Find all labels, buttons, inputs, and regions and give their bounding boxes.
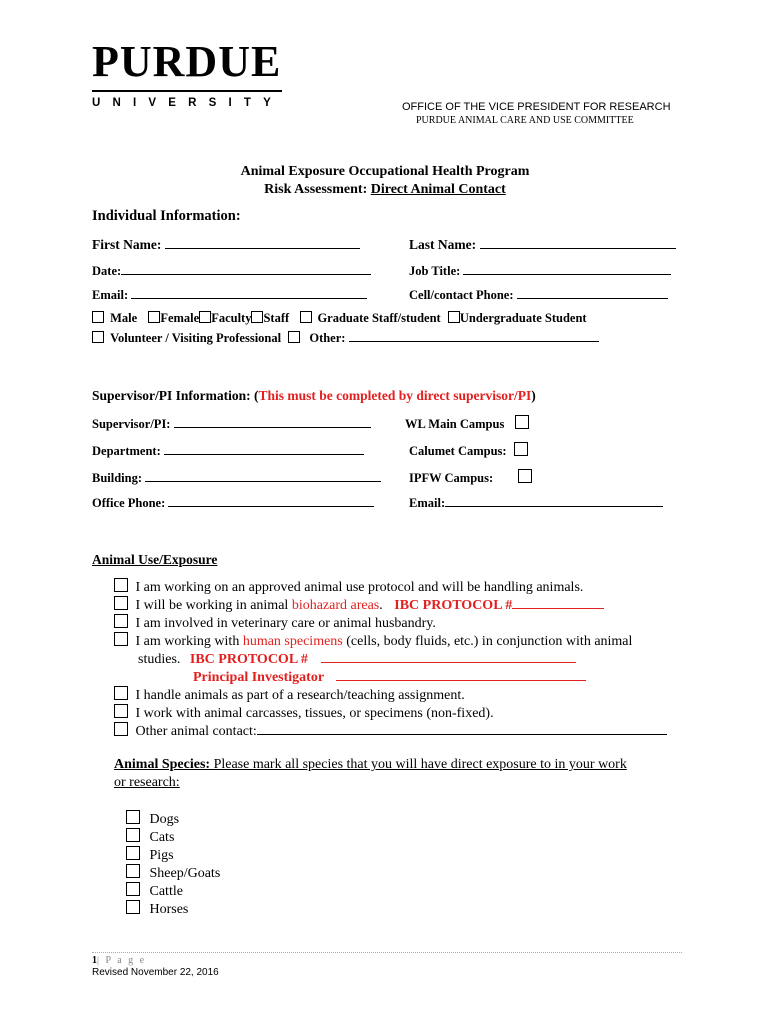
revised-date: Revised November 22, 2016 — [92, 967, 219, 978]
supervisor-pi-field[interactable] — [174, 415, 371, 428]
date-row — [92, 262, 371, 279]
office-line-1: OFFICE OF THE VICE PRESIDENT FOR RESEARCH — [402, 101, 671, 113]
wl-main-row — [405, 415, 529, 432]
supervisor-pi-label: Supervisor/PI: — [92, 417, 171, 431]
species-instruction-1 — [114, 757, 627, 773]
staff-label: Staff — [263, 311, 290, 325]
protocol-text: I am working on an approved animal use protocol and will be handling animals. — [135, 580, 584, 595]
species-item-horses — [126, 900, 188, 918]
individual-heading: Individual Information: — [92, 208, 241, 224]
department-label: Department: — [92, 444, 161, 458]
role-row — [92, 311, 587, 326]
vet-text: I am involved in veterinary care or animal husbandry. — [135, 616, 436, 631]
subtitle-emphasis: Direct Animal Contact — [370, 182, 506, 197]
ipfw-checkbox[interactable] — [518, 469, 532, 483]
cattle-checkbox[interactable] — [126, 882, 140, 896]
human-checkbox[interactable] — [114, 632, 128, 646]
department-field[interactable] — [164, 442, 364, 455]
job-title-row — [409, 262, 671, 279]
volunteer-checkbox[interactable] — [92, 331, 104, 343]
use-item-studies — [138, 650, 576, 668]
volunteer-label: Volunteer / Visiting Professional — [110, 331, 282, 345]
species-instruction-2: or research: — [114, 775, 180, 790]
sheep-goats-label: Sheep/Goats — [149, 866, 221, 881]
human-prefix: I am working with — [135, 634, 243, 649]
last-name-row — [409, 236, 676, 253]
office-phone-field[interactable] — [168, 494, 374, 507]
other-contact-field[interactable] — [257, 722, 667, 735]
species-item-cats — [126, 828, 174, 846]
other-contact-label: Other animal contact: — [135, 724, 257, 739]
first-name-row — [92, 236, 360, 253]
horses-checkbox[interactable] — [126, 900, 140, 914]
biohazard-checkbox[interactable] — [114, 596, 128, 610]
logo-university: UNIVERSITY — [92, 97, 284, 109]
species-item-dogs — [126, 810, 179, 828]
animal-use-heading: Animal Use/Exposure — [92, 552, 218, 567]
use-item-human — [114, 632, 632, 650]
biohazard-text — [136, 598, 383, 613]
ipfw-label: IPFW Campus: — [409, 471, 494, 485]
male-label: Male — [110, 311, 138, 325]
supervisor-pi-row — [92, 415, 371, 432]
date-field[interactable] — [121, 262, 371, 275]
protocol-checkbox[interactable] — [114, 578, 128, 592]
other-field[interactable] — [349, 329, 599, 342]
page-word: | P a g e — [97, 955, 147, 966]
ibc-protocol-label-2: IBC PROTOCOL # — [189, 652, 308, 667]
supervisor-email-field[interactable] — [445, 494, 663, 507]
staff-checkbox[interactable] — [251, 311, 263, 323]
pigs-checkbox[interactable] — [126, 846, 140, 860]
last-name-label: Last Name: — [409, 237, 477, 252]
biohazard-suffix: . — [379, 598, 383, 613]
species-item-cattle — [126, 882, 183, 900]
grad-staff-label: Graduate Staff/student — [317, 311, 441, 325]
species-instruction-text: Please mark all species that you will have direct exposure to in your work — [210, 757, 627, 772]
cattle-label: Cattle — [149, 884, 183, 899]
office-line-2: PURDUE ANIMAL CARE AND USE COMMITTEE — [416, 115, 634, 126]
sheep-goats-checkbox[interactable] — [126, 864, 140, 878]
female-checkbox[interactable] — [148, 311, 160, 323]
building-row — [92, 469, 381, 486]
cell-phone-field[interactable] — [517, 286, 668, 299]
species-heading: Animal Species: — [114, 757, 211, 772]
logo-divider — [92, 90, 282, 92]
horses-label: Horses — [149, 902, 189, 917]
research-text: I handle animals as part of a research/teaching assignment. — [135, 688, 465, 703]
ipfw-row — [409, 469, 532, 486]
email-label: Email: — [92, 288, 129, 302]
page-number-value: 1 — [92, 955, 97, 966]
use-item-vet — [114, 614, 436, 632]
dogs-label: Dogs — [149, 812, 180, 827]
job-title-field[interactable] — [463, 262, 671, 275]
use-item-pi — [193, 668, 586, 686]
use-item-research — [114, 686, 465, 704]
use-item-biohazard — [114, 596, 604, 614]
dogs-checkbox[interactable] — [126, 810, 140, 824]
form-title: Animal Exposure Occupational Health Program — [240, 164, 530, 179]
subtitle-prefix: Risk Assessment: — [264, 182, 368, 197]
supervisor-heading-note: This must be completed by direct supervisor/PI — [258, 388, 532, 403]
female-label: Female — [160, 311, 200, 325]
supervisor-email-row — [409, 494, 663, 511]
pi-label: Principal Investigator — [193, 670, 325, 685]
calumet-row — [409, 442, 528, 459]
page-number — [92, 955, 146, 966]
office-phone-label: Office Phone: — [92, 496, 166, 510]
vet-checkbox[interactable] — [114, 614, 128, 628]
human-text — [136, 634, 633, 649]
undergrad-checkbox[interactable] — [448, 311, 460, 323]
purdue-logo-wordmark — [92, 37, 282, 86]
human-emphasis: human specimens — [242, 634, 343, 649]
use-item-protocol — [114, 578, 583, 596]
faculty-checkbox[interactable] — [199, 311, 211, 323]
carcasses-checkbox[interactable] — [114, 704, 128, 718]
form-subtitle — [0, 182, 770, 198]
building-field[interactable] — [145, 469, 381, 482]
first-name-label: First Name: — [92, 237, 162, 252]
date-label: Date: — [92, 264, 122, 278]
use-item-carcasses — [114, 704, 494, 722]
undergrad-label: Undergraduate Student — [459, 311, 587, 325]
cats-checkbox[interactable] — [126, 828, 140, 842]
other-label: Other: — [309, 331, 346, 345]
faculty-label: Faculty — [211, 311, 252, 325]
email-row — [92, 286, 367, 303]
calumet-checkbox[interactable] — [514, 442, 528, 456]
biohazard-emphasis: biohazard areas — [291, 598, 380, 613]
grad-staff-checkbox[interactable] — [300, 311, 312, 323]
supervisor-email-label: Email: — [409, 496, 446, 510]
first-name-field[interactable] — [165, 236, 360, 249]
office-phone-row — [92, 494, 374, 511]
supervisor-heading-close: ) — [531, 388, 536, 403]
wl-main-checkbox[interactable] — [515, 415, 529, 429]
cell-phone-row — [409, 286, 668, 303]
logo-name: PURDUE — [92, 37, 282, 86]
department-row — [92, 442, 364, 459]
other-contact-checkbox[interactable] — [114, 722, 128, 736]
pigs-label: Pigs — [149, 848, 174, 863]
footer-divider — [92, 952, 682, 953]
ibc-protocol-field[interactable] — [512, 596, 604, 609]
wl-main-label: WL Main Campus — [405, 417, 505, 431]
supervisor-heading-text: Supervisor/PI Information: ( — [92, 388, 259, 403]
email-field[interactable] — [131, 286, 367, 299]
last-name-field[interactable] — [480, 236, 676, 249]
human-suffix: (cells, body fluids, etc.) in conjunction with animal — [342, 634, 633, 649]
male-checkbox[interactable] — [92, 311, 104, 323]
carcasses-text: I work with animal carcasses, tissues, or specimens (non-fixed). — [135, 706, 494, 721]
biohazard-prefix: I will be working in animal — [135, 598, 292, 613]
other-checkbox[interactable] — [288, 331, 300, 343]
calumet-label: Calumet Campus: — [409, 444, 507, 458]
supervisor-heading — [92, 388, 536, 404]
research-checkbox[interactable] — [114, 686, 128, 700]
species-item-sheep-goats — [126, 864, 220, 882]
job-title-label: Job Title: — [409, 264, 461, 278]
ibc-protocol-label: IBC PROTOCOL # — [394, 598, 513, 613]
pi-field[interactable] — [336, 668, 586, 681]
cats-label: Cats — [149, 830, 175, 845]
volunteer-row — [92, 329, 599, 346]
studies-text: studies. — [138, 652, 181, 667]
building-label: Building: — [92, 471, 143, 485]
cell-phone-label: Cell/contact Phone: — [409, 288, 514, 302]
use-item-other — [114, 722, 667, 740]
ibc-protocol-field-2[interactable] — [321, 650, 576, 663]
species-item-pigs — [126, 846, 174, 864]
